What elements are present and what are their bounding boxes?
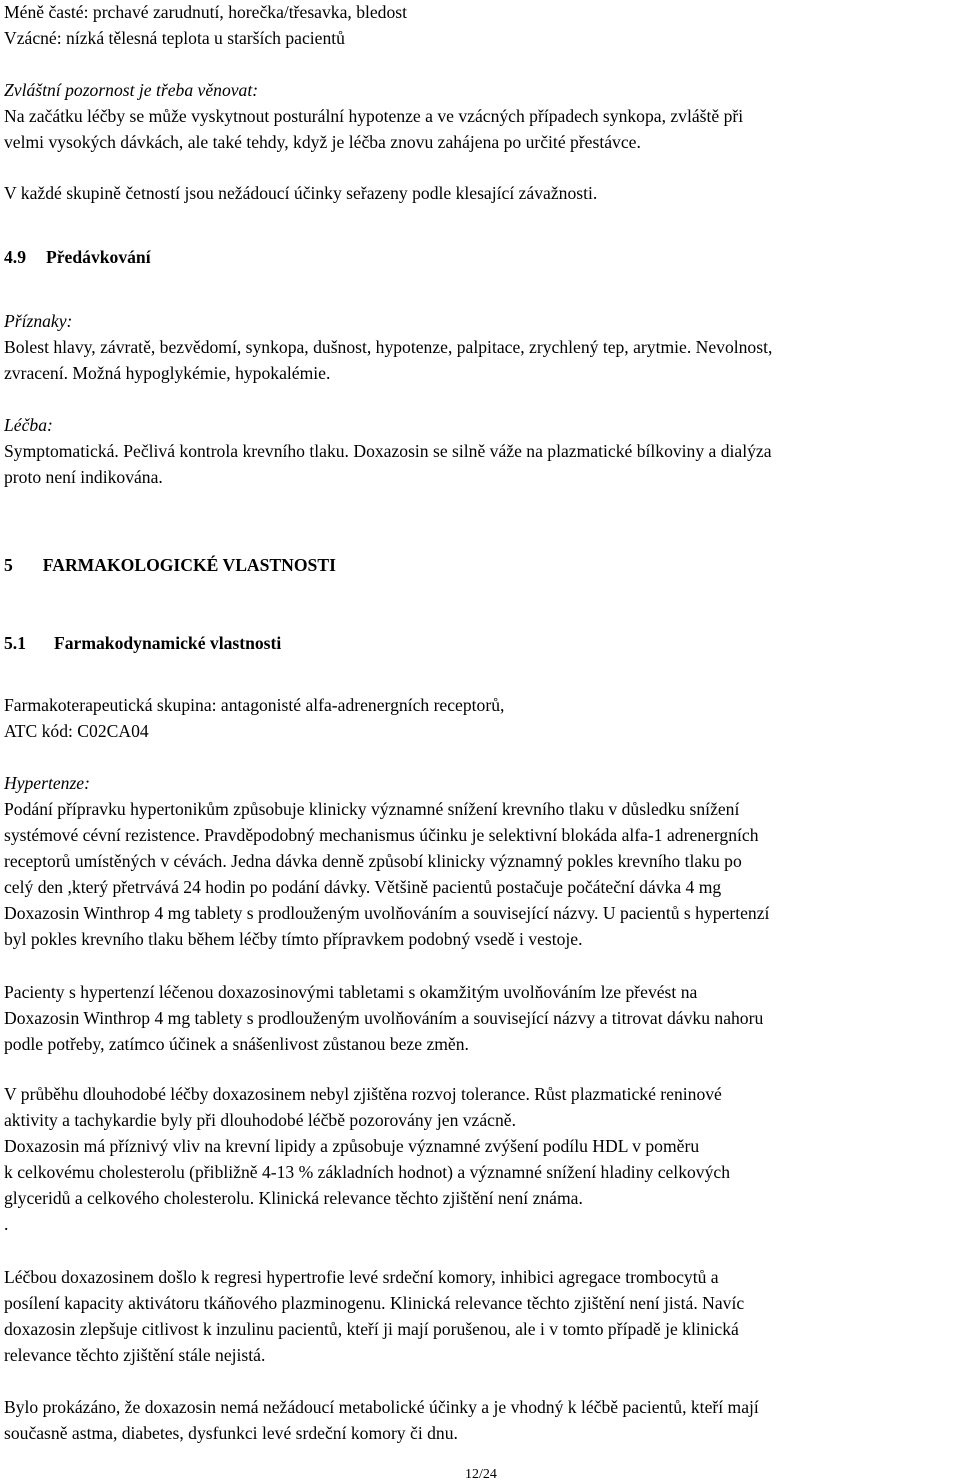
section-number: 5 bbox=[4, 555, 13, 575]
hypertension-line: systémové cévní rezistence. Pravděpodobný mechanismus účinku je selektivní blokáda alfa-1 adrenergních bbox=[4, 825, 759, 845]
paragraph-line: Bylo prokázáno, že doxazosin nemá nežádoucí metabolické účinky a je vhodný k léčbě pacientů, kteří mají bbox=[4, 1397, 759, 1417]
paragraph-line: posílení kapacity aktivátoru tkáňového plazminogenu. Klinická relevance těchto zjištění není jistá. Navíc bbox=[4, 1293, 745, 1313]
severity-note: V každé skupině četností jsou nežádoucí účinky seřazeny podle klesající závažnosti. bbox=[4, 183, 598, 203]
paragraph-line: V průběhu dlouhodobé léčby doxazosinem nebyl zjištěna rozvoj tolerance. Růst plazmatické reninové bbox=[4, 1084, 722, 1104]
hypertension-heading: Hypertenze: bbox=[4, 773, 90, 793]
section-4-9-heading bbox=[4, 246, 151, 268]
section-5-heading bbox=[4, 554, 336, 576]
special-attention-line: Na začátku léčby se může vyskytnout posturální hypotenze a ve vzácných případech synkopa, zvláště při bbox=[4, 106, 744, 126]
paragraph-line: podle potřeby, zatímco účinek a snášenlivost zůstanou beze změn. bbox=[4, 1034, 469, 1054]
paragraph-line: glyceridů a celkového cholesterolu. Klinická relevance těchto zjištění není známa. bbox=[4, 1188, 583, 1208]
symptoms-heading: Příznaky: bbox=[4, 311, 73, 331]
hypertension-line: receptorů umístěných v cévách. Jedna dávka denně způsobí klinicky významný pokles krevního tlaku po bbox=[4, 851, 742, 871]
treatment-heading: Léčba: bbox=[4, 415, 53, 435]
special-attention-line: velmi vysokých dávkách, ale také tehdy, když je léčba znovu zahájena po určité přestávce. bbox=[4, 132, 641, 152]
section-number: 4.9 bbox=[4, 247, 26, 267]
paragraph-line: relevance těchto zjištění stále nejistá. bbox=[4, 1345, 266, 1365]
symptoms-line: Bolest hlavy, závratě, bezvědomí, synkopa, dušnost, hypotenze, palpitace, zrychlený tep, arytmie. Nevolnost, bbox=[4, 337, 773, 357]
paragraph-line: Doxazosin má příznivý vliv na krevní lipidy a způsobuje významné zvýšení podílu HDL v poměru bbox=[4, 1136, 700, 1156]
paragraph-line: Pacienty s hypertenzí léčenou doxazosinovými tabletami s okamžitým uvolňováním lze převést na bbox=[4, 982, 698, 1002]
paragraph-line: . bbox=[4, 1214, 9, 1234]
page-number: 12/24 bbox=[465, 1467, 497, 1482]
special-attention-heading: Zvláštní pozornost je třeba věnovat: bbox=[4, 80, 259, 100]
symptoms-line: zvracení. Možná hypoglykémie, hypokalémie. bbox=[4, 363, 331, 383]
paragraph-line: Léčbou doxazosinem došlo k regresi hypertrofie levé srdeční komory, inhibici agregace trombocytů a bbox=[4, 1267, 719, 1287]
intro-line-1: Méně časté: prchavé zarudnutí, horečka/třesavka, bledost bbox=[4, 2, 408, 22]
paragraph-line: současně astma, diabetes, dysfunkci levé srdeční komory či dnu. bbox=[4, 1423, 458, 1443]
section-title: Farmakodynamické vlastnosti bbox=[54, 633, 282, 653]
hypertension-line: celý den ,který přetrvává 24 hodin po podání dávky. Většině pacientů postačuje počáteční dávka 4 mg bbox=[4, 877, 722, 897]
paragraph-line: Doxazosin Winthrop 4 mg tablety s prodlouženým uvolňováním a související názvy a titrovat dávku nahoru bbox=[4, 1008, 764, 1028]
hypertension-line: byl pokles krevního tlaku během léčby tímto přípravkem podobný vsedě i vestoje. bbox=[4, 929, 583, 949]
treatment-line: proto není indikována. bbox=[4, 467, 163, 487]
paragraph-line: k celkovému cholesterolu (přibližně 4-13 % základních hodnot) a významné snížení hladiny celkových bbox=[4, 1162, 730, 1182]
intro-line-2: Vzácné: nízká tělesná teplota u starších pacientů bbox=[4, 28, 345, 48]
section-number: 5.1 bbox=[4, 633, 26, 653]
pharmacotherapeutic-group-line: Farmakoterapeutická skupina: antagonisté alfa-adrenergních receptorů, bbox=[4, 695, 505, 715]
treatment-line: Symptomatická. Pečlivá kontrola krevního tlaku. Doxazosin se silně váže na plazmatické bílkoviny a dialýza bbox=[4, 441, 772, 461]
paragraph-line: doxazosin zlepšuje citlivost k inzulinu pacientů, kteří ji mají porušenou, ale i v tomto případě je klinická bbox=[4, 1319, 739, 1339]
paragraph-line: aktivity a tachykardie byly při dlouhodobé léčbě pozorovány jen vzácně. bbox=[4, 1110, 516, 1130]
section-title: Předávkování bbox=[46, 247, 151, 267]
atc-code-line: ATC kód: C02CA04 bbox=[4, 721, 149, 741]
hypertension-line: Podání přípravku hypertonikům způsobuje klinicky významné snížení krevního tlaku v důsledku snížení bbox=[4, 799, 740, 819]
section-5-1-heading bbox=[4, 632, 281, 654]
section-title: FARMAKOLOGICKÉ VLASTNOSTI bbox=[42, 555, 336, 575]
hypertension-line: Doxazosin Winthrop 4 mg tablety s prodlouženým uvolňováním a související názvy. U pacientů s hypertenzí bbox=[4, 903, 770, 923]
